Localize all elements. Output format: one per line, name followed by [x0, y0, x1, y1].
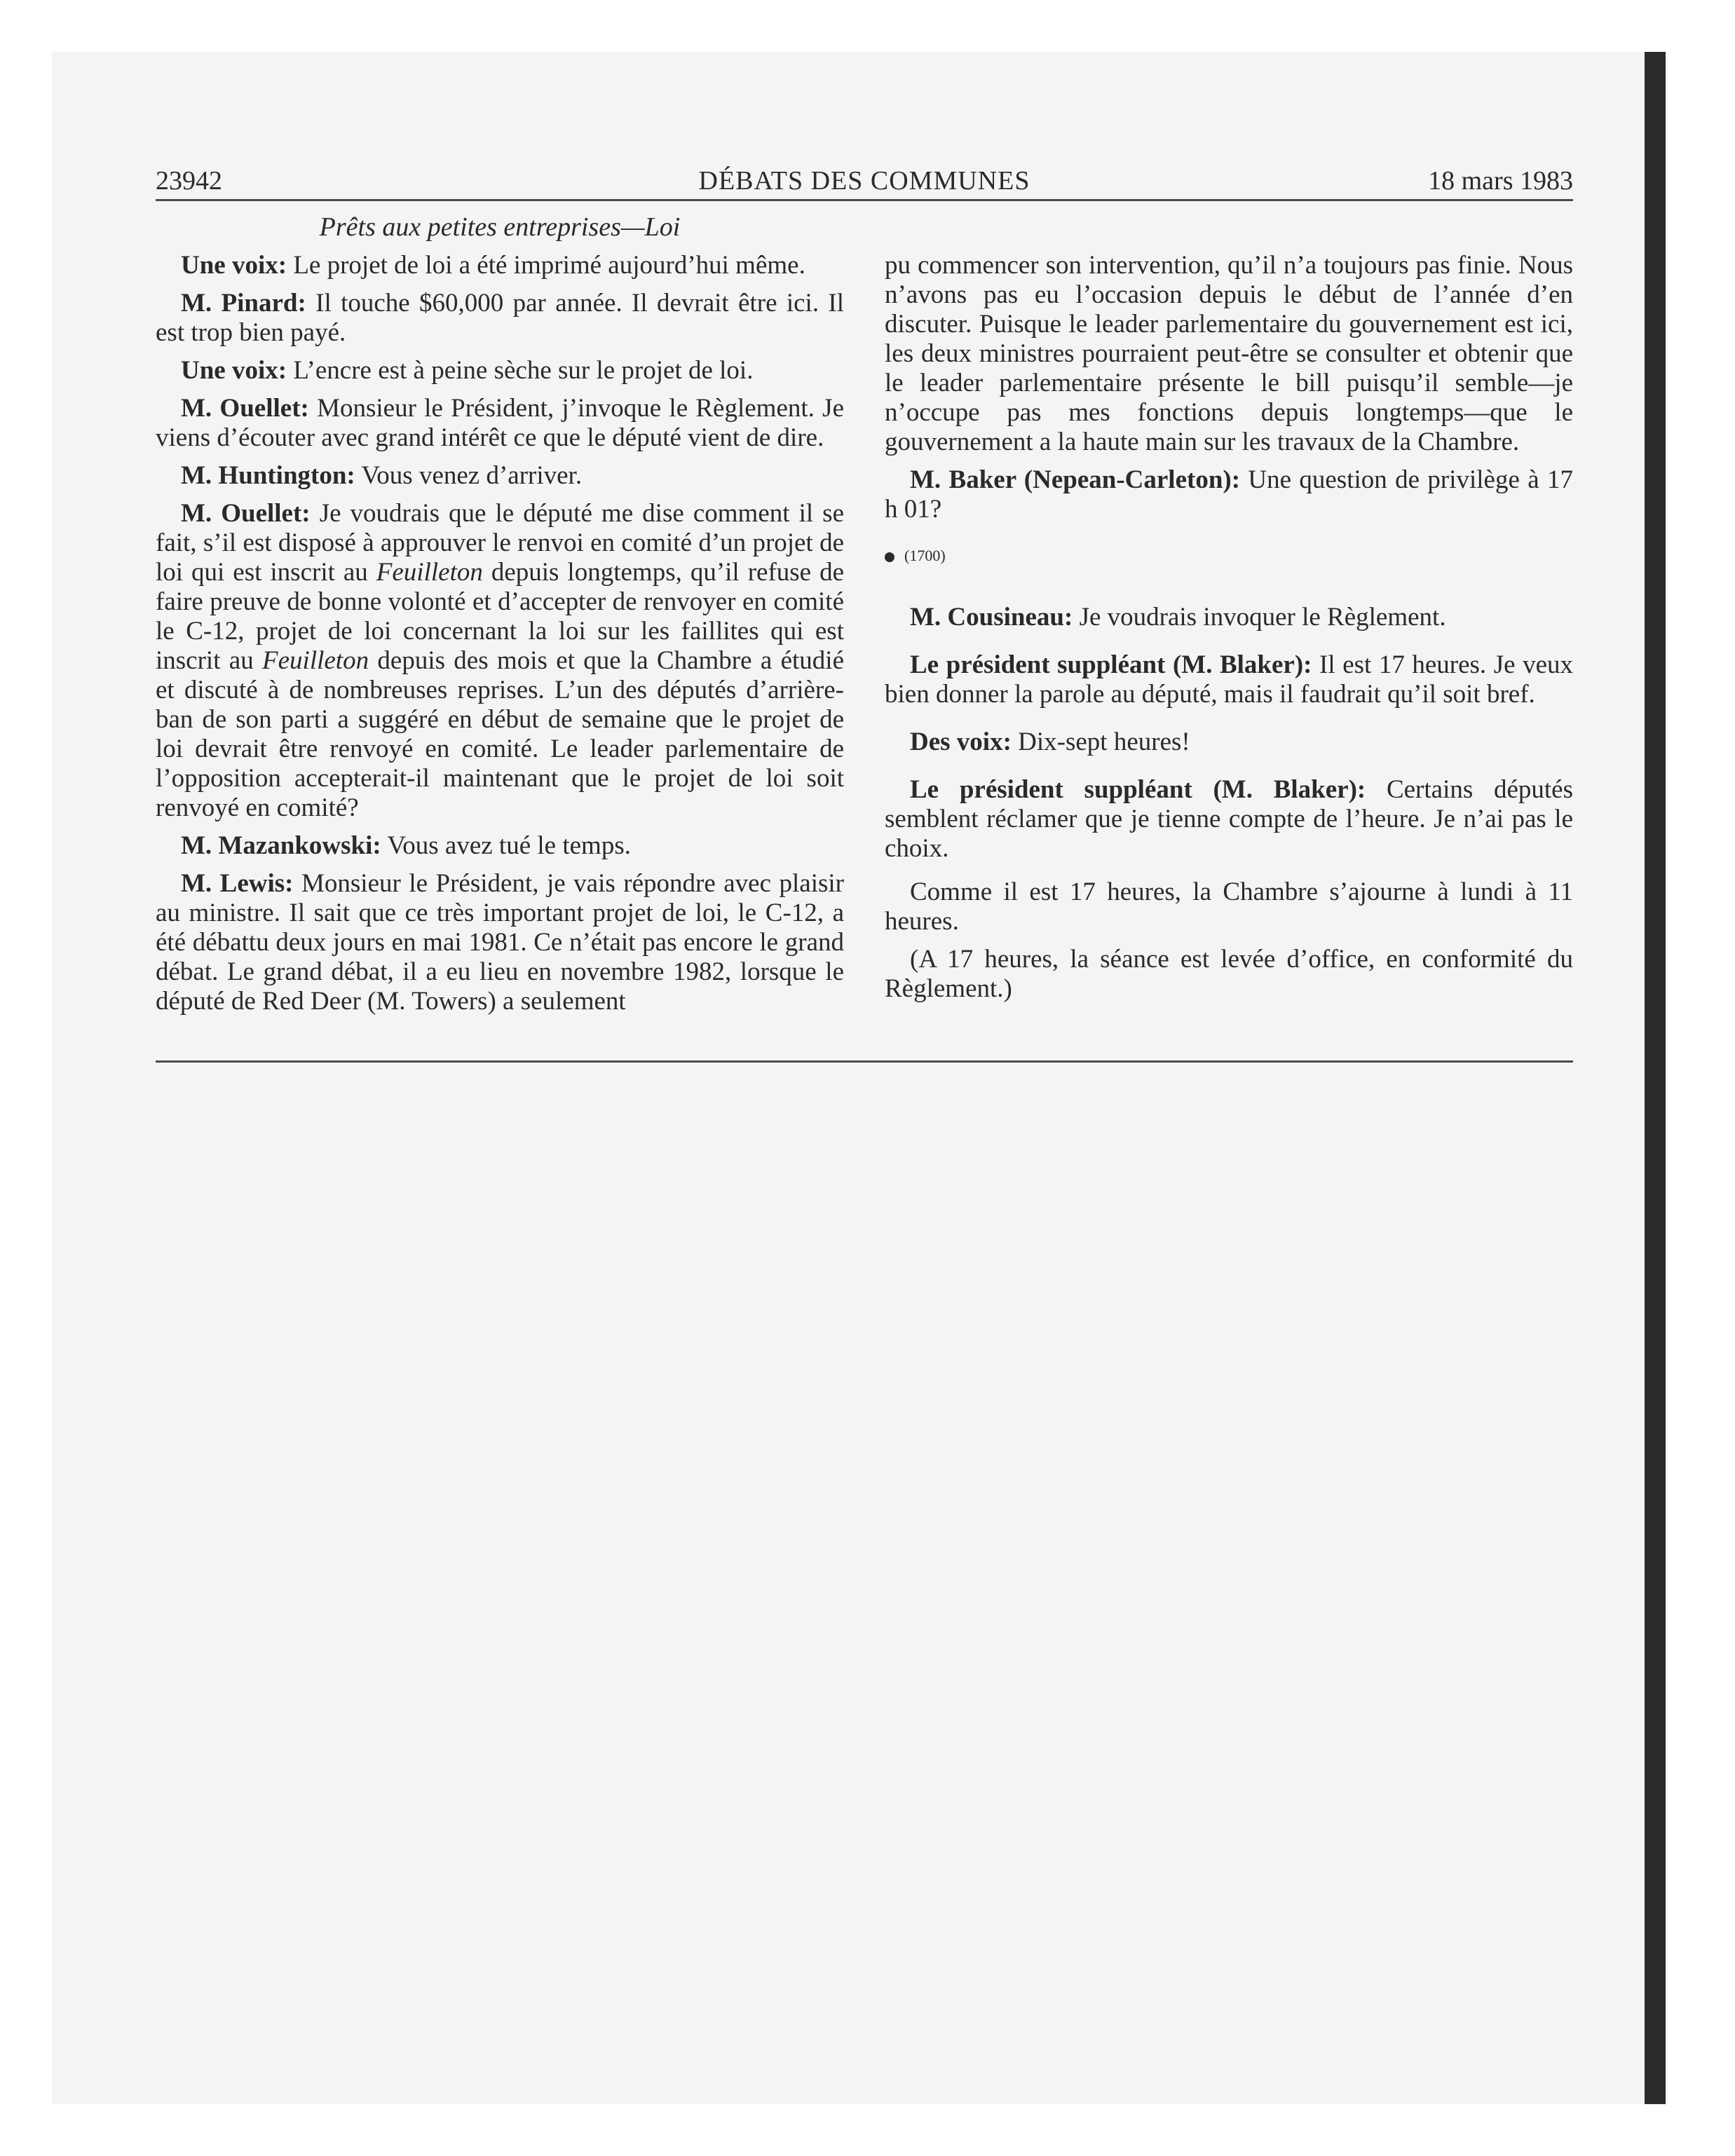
speaker-name: Des voix:	[910, 728, 1012, 756]
scan-edge-shadow	[1645, 52, 1666, 2104]
left-column	[156, 251, 844, 1025]
speaker-name: Le président suppléant (M. Blaker):	[910, 650, 1312, 679]
statement-text: Le projet de loi a été imprimé aujourd’hui même.	[287, 251, 805, 280]
section-title: Prêts aux petites entreprises—Loi	[319, 212, 681, 242]
speaker-name: M. Baker (Nepean-Carleton):	[910, 465, 1241, 494]
statement-text: Je voudrais que le député me dise comment il se fait, s’il est disposé à approuver le renvoi en comité d’un projet de loi qui est inscrit au	[156, 499, 844, 587]
bullet-icon	[885, 552, 894, 562]
statement	[885, 465, 1573, 524]
right-column	[885, 251, 1573, 1012]
adjournment-text: Comme il est 17 heures, la Chambre s’ajourne à lundi à 11 heures.	[885, 878, 1573, 936]
statement	[885, 728, 1573, 757]
speaker-name: M. Cousineau:	[910, 603, 1073, 632]
speaker-name: Une voix:	[181, 356, 287, 385]
statement	[156, 869, 844, 1016]
statement-text: depuis des mois et que la Chambre a étudié et discuté à de nombreuses reprises. L’un des députés d’arrière-ban de son parti a suggéré en début de semaine que le projet de loi devrait être renvoyé en comité. Le leader parlementaire de l’opposition accepterait-il maintenant que le projet de loi soit renvoyé en comité?	[156, 646, 844, 822]
statement	[156, 394, 844, 453]
speaker-name: M. Huntington:	[181, 461, 355, 490]
statement-text: Je voudrais invoquer le Règlement.	[1073, 603, 1446, 632]
bottom-rule	[156, 1060, 1573, 1063]
page-date: 18 mars 1983	[1428, 166, 1573, 196]
speaker-name: M. Lewis:	[181, 869, 294, 898]
statement-text: Vous venez d’arriver.	[355, 461, 583, 490]
statement-text: Une question de privilège à 17 h 01?	[885, 465, 1573, 524]
speaker-name: M. Ouellet:	[181, 394, 309, 423]
time-marker-text: (1700)	[904, 547, 946, 564]
statement-text: Il est 17 heures. Je veux bien donner la parole au député, mais il faudrait qu’il soit bref.	[885, 650, 1574, 709]
statement	[885, 775, 1573, 864]
feuilleton-ref: Feuilleton	[376, 558, 483, 587]
statement-text: Dix-sept heures!	[1011, 728, 1190, 756]
time-marker	[885, 544, 1573, 568]
statement-text: Vous avez tué le temps.	[381, 831, 631, 860]
speaker-name: M. Pinard:	[181, 289, 306, 318]
statement	[156, 251, 844, 280]
closing-note: (A 17 heures, la séance est levée d’office, en conformité du Règlement.)	[885, 945, 1573, 1003]
speaker-name: M. Ouellet:	[181, 499, 311, 528]
speaker-name: Une voix:	[181, 251, 287, 280]
statement	[156, 831, 844, 861]
statement	[156, 356, 844, 386]
feuilleton-ref: Feuilleton	[262, 646, 369, 675]
statement-text: Monsieur le Président, je vais répondre avec plaisir au ministre. Il sait que ce très important projet de loi, le C-12, a été débattu deux jours en mai 1981. Ce n’était pas encore le grand débat. Le grand débat, il a eu lieu en novembre 1982, lorsque le député de Red Deer (M. Towers) a seulement	[156, 869, 845, 1016]
statement-text: Monsieur le Président, j’invoque le Règlement. Je viens d’écouter avec grand intérêt ce que le député vient de dire.	[156, 394, 844, 452]
statement-text: depuis longtemps, qu’il refuse de faire preuve de bonne volonté et d’accepter de renvoyer en comité le C-12, projet de loi concernant la loi sur les faillites qui est inscrit au	[156, 558, 844, 675]
statement-text: L’encre est à peine sèche sur le projet de loi.	[287, 356, 754, 385]
statement	[156, 499, 844, 823]
statement	[885, 603, 1573, 632]
speaker-name: M. Mazankowski:	[181, 831, 381, 860]
statement-continuation: pu commencer son intervention, qu’il n’a toujours pas finie. Nous n’avons pas eu l’occasion depuis le début de l’année d’en discuter. Puisque le leader parlementaire du gouvernement est ici, les deux ministres pourraient peut-être se consulter et obtenir que le leader parlementaire présente le bill puisqu’il semble—je n’occupe pas mes fonctions depuis longtemps—que le gouvernement a la haute main sur les travaux de la Chambre.	[885, 251, 1573, 456]
page-number: 23942	[156, 166, 222, 196]
statement	[885, 650, 1573, 709]
statement-text: Certains députés semblent réclamer que je tienne compte de l’heure. Je n’ai pas le choix.	[885, 775, 1573, 863]
statement	[156, 289, 844, 348]
publication-title: DÉBATS DES COMMUNES	[698, 166, 1030, 196]
page-header	[156, 163, 1573, 201]
statement	[156, 461, 844, 491]
statement-text: Il touche $60,000 par année. Il devrait être ici. Il est trop bien payé.	[156, 289, 845, 347]
speaker-name: Le président suppléant (M. Blaker):	[910, 775, 1366, 804]
